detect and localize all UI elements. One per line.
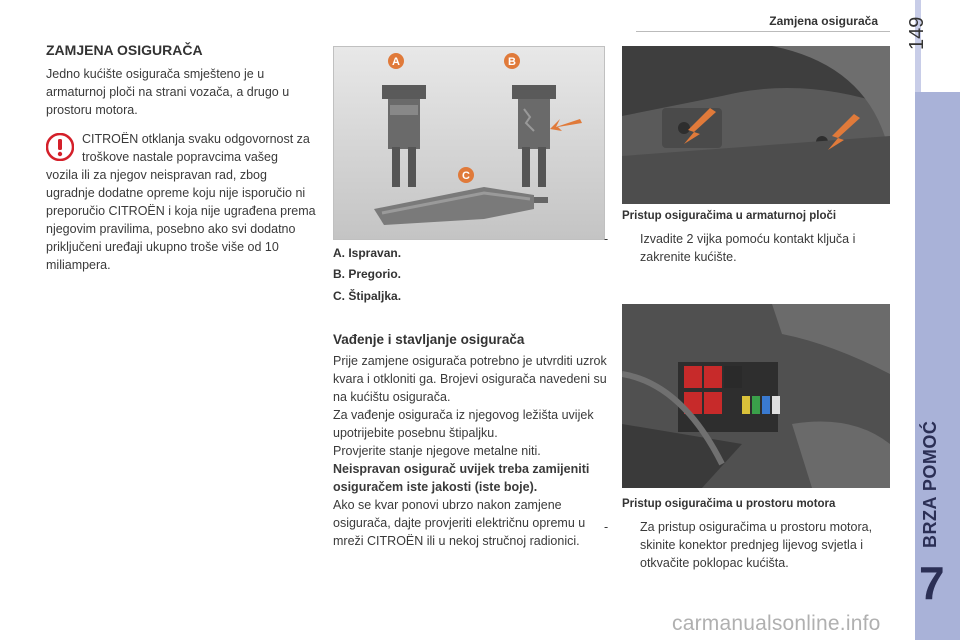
- badge-b: [504, 53, 520, 69]
- svg-text:A: A: [392, 56, 400, 68]
- warning-text-first: CITROËN otklanja svaku odgovornost za troškove nastale popravcima vašeg: [82, 132, 310, 164]
- para-repeat-fault: Ako se kvar ponovi ubrzo nakon zamjene osigurača, dajte provjeriti električnu opremu u mreži CITROËN ili u nekoj stručnoj radionici.: [333, 498, 586, 548]
- legend-b: B. Pregorio.: [333, 267, 402, 281]
- bullet-dash: -: [604, 520, 609, 534]
- legend-c: C. Štipaljka.: [333, 289, 402, 303]
- bullet-dash: -: [604, 232, 609, 246]
- legend-a: A. Ispravan.: [333, 246, 402, 260]
- badge-a: [388, 53, 404, 69]
- page-number: 149: [906, 16, 928, 50]
- chapter-label: BRZA POMOĆ: [920, 420, 940, 548]
- fuse-types-figure: [333, 46, 605, 240]
- subsection-heading: Vađenje i stavljanje osigurača: [333, 332, 525, 347]
- badge-c: [458, 167, 474, 183]
- caption-engine: Pristup osiguračima u prostoru motora: [622, 498, 836, 510]
- warning-text-rest: vozila ili za njegov neispravan rad, zbog ugradnje dodatne opreme koju nije isporučio ni preporučio CITROËN i koja nije ugrađena prema njegovim pravilima, posebno ako svi dodatno priključeni uređaji ukupno troše više od 10 miliampera.: [46, 168, 316, 272]
- step-dashboard: - Izvadite 2 vijka pomoću kontakt ključa i zakrenite kućište.: [604, 232, 856, 264]
- warning-icon: [46, 133, 74, 161]
- engine-fusebox-photo: [622, 304, 890, 488]
- intro-paragraph: Jedno kućište osigurača smješteno je u armaturnoj ploči na strani vozača, a drugo u prostoru motora.: [46, 67, 290, 117]
- para-bold-rule: Neispravan osigurač uvijek treba zamijeniti osiguračem iste jakosti (iste boje).: [333, 462, 590, 494]
- chapter-number: 7: [919, 557, 945, 609]
- main-heading: ZAMJENA OSIGURAČA: [46, 42, 203, 58]
- step-engine: - Za pristup osiguračima u prostoru motora, skinite konektor prednjeg lijevog svjetla i otkvačite poklopac kućišta.: [604, 520, 873, 570]
- caption-dashboard: Pristup osiguračima u armaturnoj ploči: [622, 210, 837, 222]
- dashboard-fusebox-photo: [622, 46, 890, 204]
- para-puller: Za vađenje osigurača iz njegovog ležišta uvijek upotrijebite posebnu štipaljku.: [333, 408, 594, 440]
- section-title: Zamjena osigurača: [769, 14, 878, 28]
- svg-text:B: B: [508, 56, 516, 68]
- watermark: carmanualsonline.info: [672, 612, 881, 635]
- header-divider: [636, 31, 890, 32]
- svg-text:C: C: [462, 170, 470, 182]
- removal-instructions: [333, 352, 607, 550]
- para-cause: Prije zamjene osigurača potrebno je utvrditi uzrok kvara i otkloniti ga. Brojevi osigurača navedeni su na kućištu osigurača.: [333, 354, 607, 404]
- para-check: Provjerite stanje njegove metalne niti.: [333, 444, 541, 458]
